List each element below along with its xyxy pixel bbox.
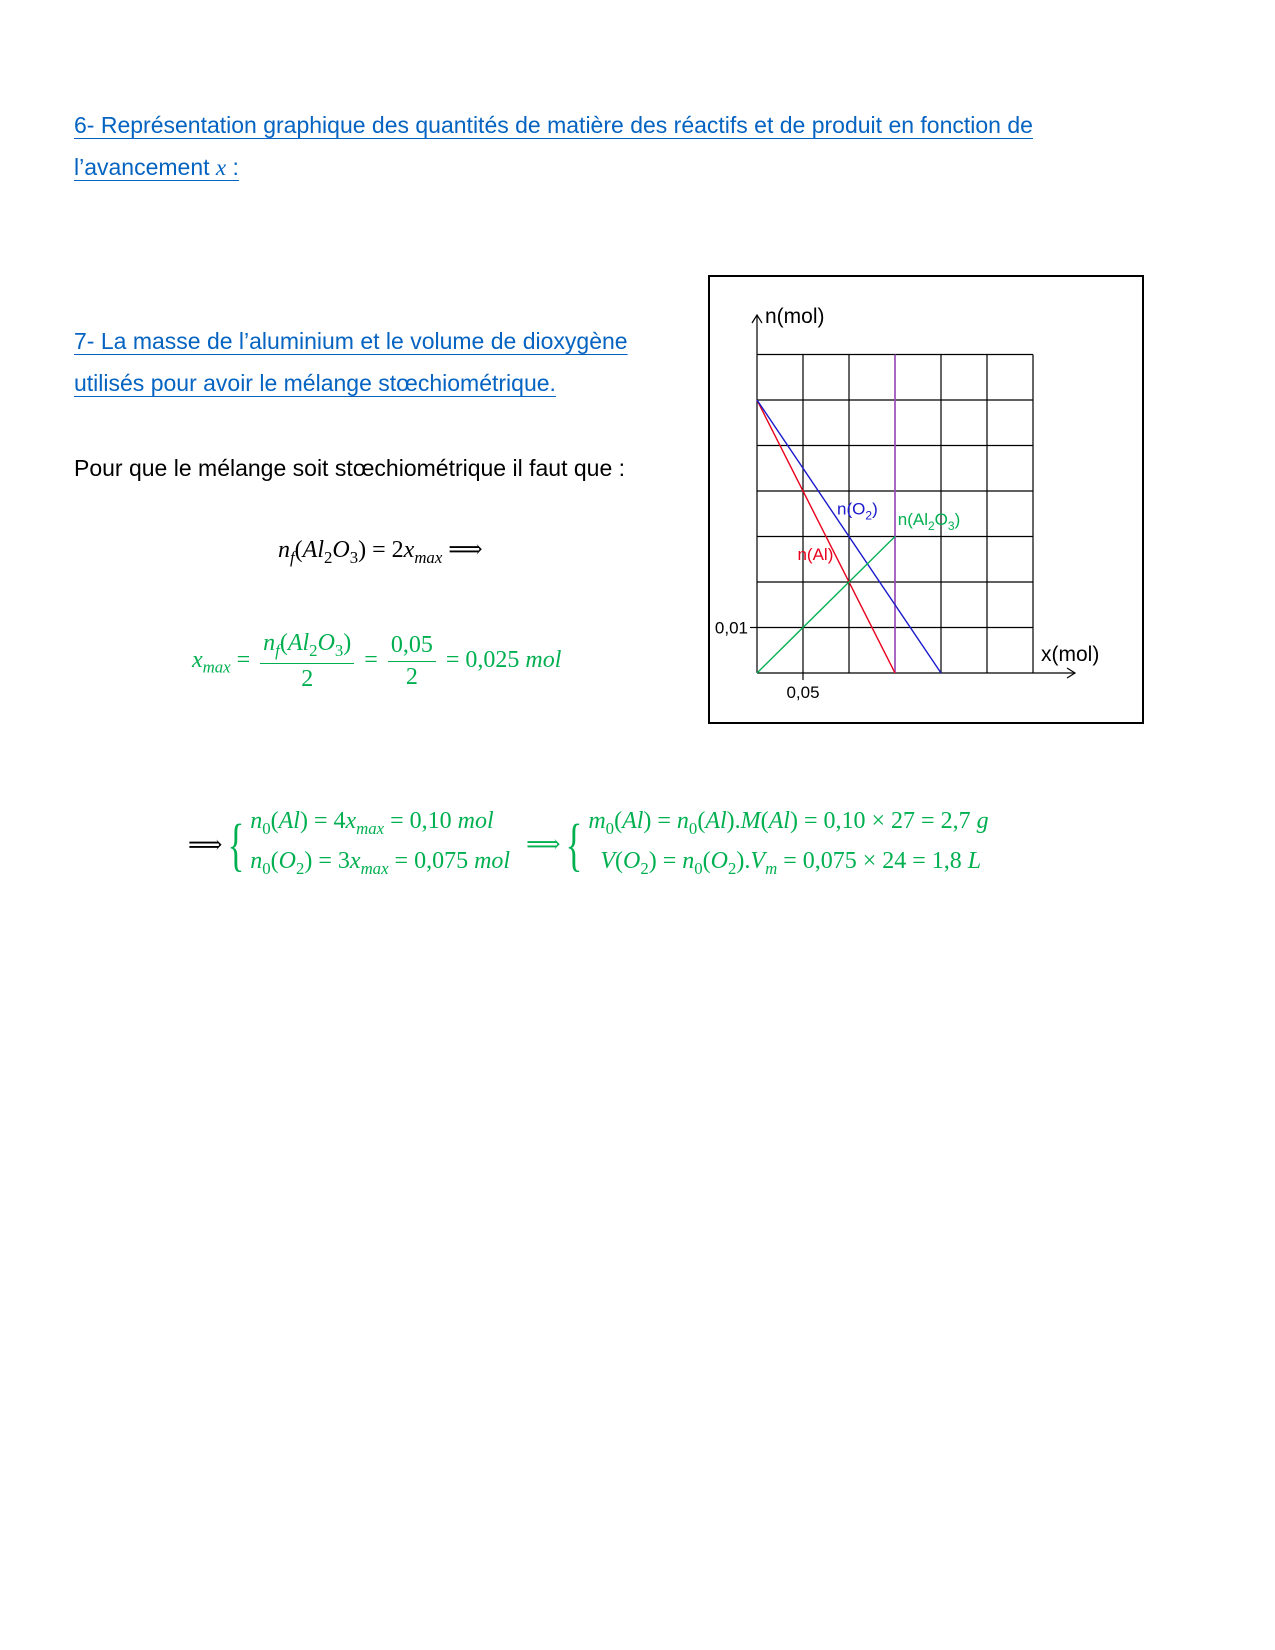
series-label-n-o2: $n(O_2)$	[837, 499, 878, 523]
y-axis-label: n(mol)	[765, 305, 825, 328]
variable-x: x	[215, 155, 227, 180]
section-7-line1: 7- La masse de l’aluminium et le volume de dioxygène	[74, 328, 628, 354]
y-tick-label: 0,01	[714, 618, 748, 638]
section-6-heading	[74, 104, 1174, 189]
system-moles: $n_0(Al) = 4x_{max} = 0,10$ mol $n_0(O_2) = 3x_{max} = 0,075$ mol	[250, 808, 511, 878]
x-tick-label: 0,05	[786, 683, 820, 702]
series-label-n-al: n(Al)	[797, 545, 834, 565]
section-6-line2: l’avancement x :	[74, 154, 239, 180]
equation-systems: ⟹{ $n_0(Al) = 4x_{max} = 0,10$ mol $n_0(O_2) = 3x_{max} = 0,075$ mol⟹{ $m_0(Al) = n_0(Al).M(Al) = 0,10 \times 27 = 2,7$ g $V(O_2) = n_0(O_2).V_m = 0,075 \times 24 = 1,8$ L	[188, 805, 989, 885]
system-mass-volume: $m_0(Al) = n_0(Al).M(Al) = 0,10 \times 27 = 2,7$ g $V(O_2) = n_0(O_2).V_m = 0,075 \times 24 = 1,8$ L	[588, 808, 989, 878]
section-7-line2: utilisés pour avoir le mélange stœchiométrique.	[74, 370, 556, 396]
fraction-005-over-2: $\frac{0,05}{2}$	[388, 632, 436, 691]
quantity-vs-advancement-chart	[710, 277, 1142, 722]
equation-xmax: $x_{max}$ = $\frac{n_f(Al_2O_3)}{2}$ = $\frac{0,05}{2}$ = 0,025 mol	[192, 630, 562, 692]
equation-nf-al2o3: $n_f(Al_2O_3) = 2x_{max}$ ⟹	[278, 537, 483, 567]
series-label-n-al2o3: $n(Al_2O_3)$	[897, 510, 961, 534]
section-7-heading	[74, 320, 694, 404]
stoichiometric-condition-text: Pour que le mélange soit stœchiométrique il faut que :	[74, 455, 626, 481]
chart-frame	[708, 275, 1144, 724]
fraction-nf-over-2: $\frac{n_f(Al_2O_3)}{2}$	[260, 630, 354, 693]
x-axis-label: x(mol)	[1041, 643, 1100, 666]
section-6-line1: 6- Représentation graphique des quantités de matière des réactifs et de produit en fonction de	[74, 112, 1033, 138]
